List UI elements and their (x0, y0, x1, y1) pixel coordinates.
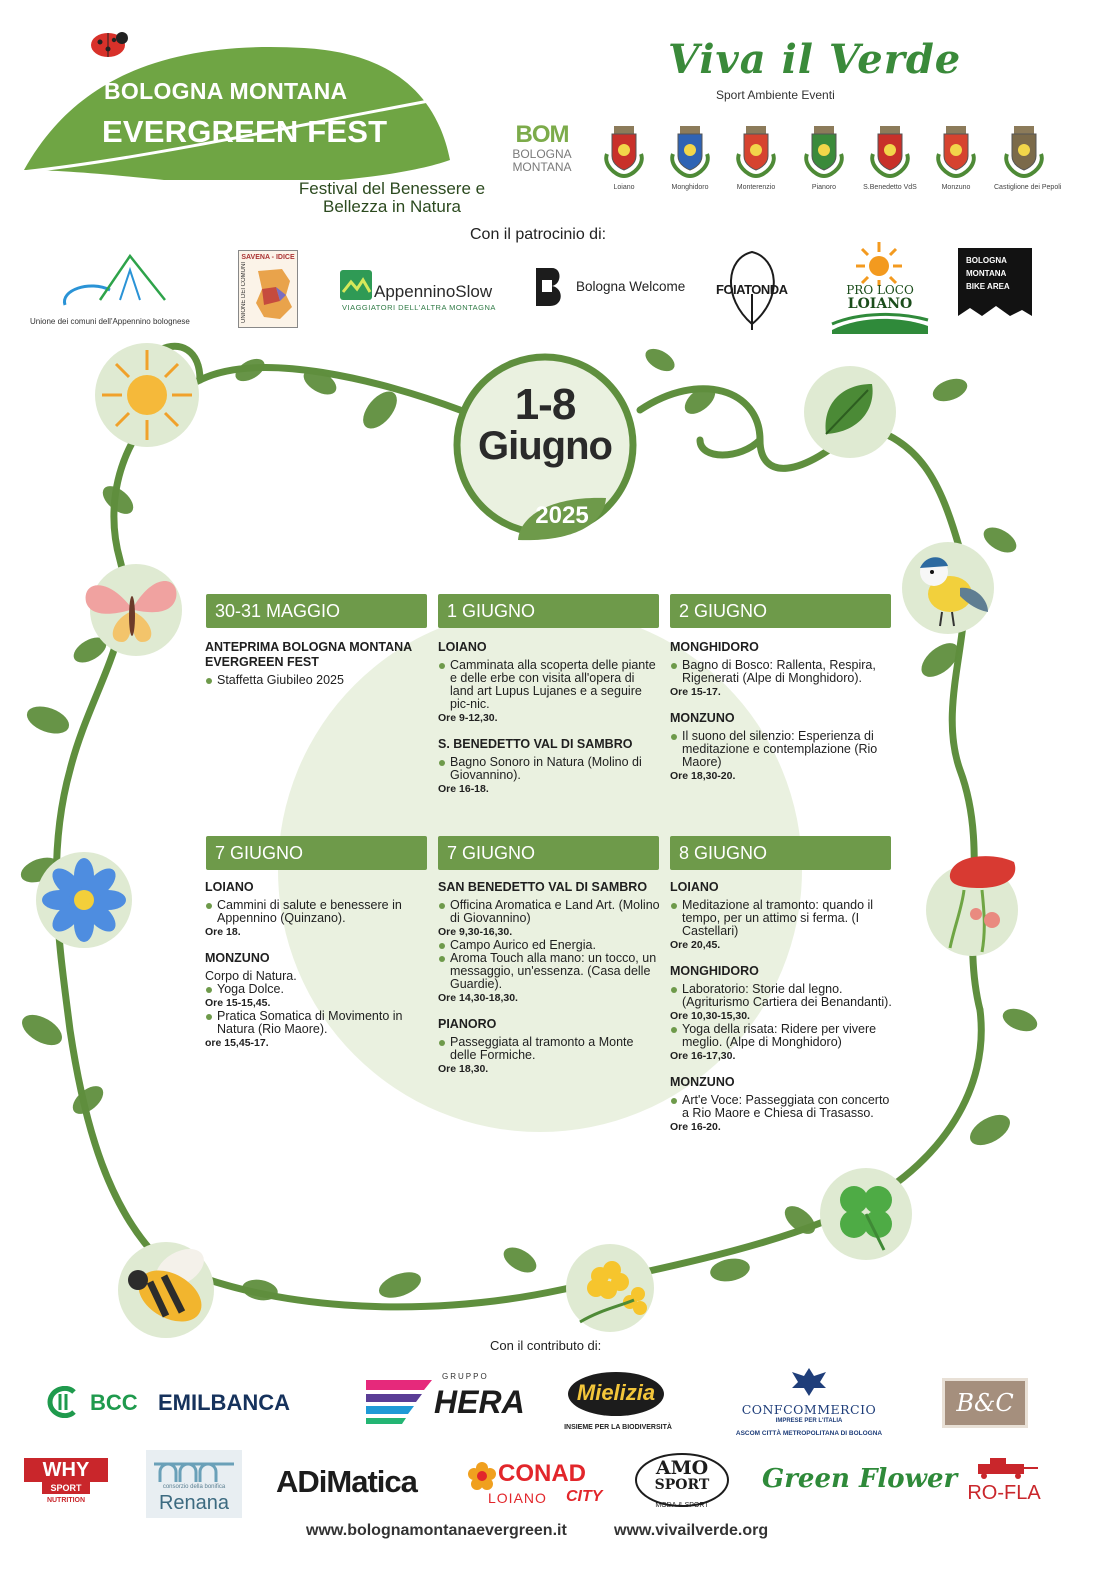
event-item: Art'e Voce: Passeggiata con concerto a Rio Maore e Chiesa di Trasasso. (670, 1094, 892, 1120)
event-item: Bagno di Bosco: Rallenta, Respira, Rigenerati (Alpe di Monghidoro). (670, 659, 892, 685)
mountain-icon (30, 250, 205, 310)
viva-il-verde-logo: Viva il Verde (668, 36, 962, 83)
event-block (670, 1075, 892, 1134)
day-header: 30-31 MAGGIO (206, 594, 427, 628)
ladybug-icon (86, 28, 130, 58)
event-location: MONGHIDORO (670, 964, 759, 978)
amo-sub-text: MODA & SPORT (655, 1502, 709, 1509)
event-location: MONGHIDORO (670, 640, 759, 654)
day-header: 8 GIUGNO (670, 836, 891, 870)
bird-icon (900, 540, 996, 636)
territory-map-icon (252, 267, 294, 321)
day-events (438, 880, 660, 1088)
municipality-crest (726, 124, 786, 191)
savena-idice-logo (238, 250, 298, 328)
crest-label: Monghidoro (671, 184, 709, 191)
municipality-crest (926, 124, 986, 191)
confcommercio-text: CONFCOMMERCIO (741, 1402, 877, 1417)
event-item: Pratica Somatica di Movimento in Natura (Rio Maore). (205, 1010, 427, 1036)
event-time: Ore 20,45. (670, 939, 721, 951)
crest-icon (731, 124, 781, 178)
pro-loco-loiano-logo (830, 240, 930, 336)
crest-icon (665, 124, 715, 178)
mielizia-text: Mielizia (576, 1380, 656, 1405)
day-header: 1 GIUGNO (438, 594, 659, 628)
bike-area-line2: MONTANA (966, 269, 1007, 278)
patronage-label: Con il patrocinio di: (470, 226, 607, 243)
event-time: Ore 10,30-15,30. (670, 1010, 750, 1022)
sun-icon (92, 340, 202, 450)
confcommercio-sub2: ASCOM CITTÀ METROPOLITANA DI BOLOGNA (735, 1430, 883, 1437)
event-block (670, 640, 892, 699)
event-item: Meditazione al tramonto: quando il tempo, per un attimo si ferma. (I Castellari) (670, 899, 892, 938)
event-block (205, 951, 427, 1050)
event-item: Yoga Dolce. (205, 983, 427, 996)
bom-logo-line2: MONTANA (512, 160, 572, 174)
why-sport-logo (24, 1458, 108, 1510)
viva-il-verde-website-link[interactable]: www.vivailverde.org (614, 1522, 769, 1539)
appennino-slow-logo (340, 268, 500, 316)
event-block (670, 711, 892, 783)
conad-logo (468, 1460, 608, 1508)
event-time: Ore 18,30-20. (670, 770, 736, 782)
renana-logo (146, 1450, 242, 1518)
bologna-welcome-logo (532, 266, 702, 310)
appennino-slow-text: AppenninoSlow (374, 282, 493, 301)
confcommercio-logo (728, 1366, 890, 1440)
festival-website-link[interactable]: www.bolognamontanaevergreen.it (306, 1522, 567, 1539)
event-item: Aroma Touch alla mano: un tocco, un messaggio, un'essenza. (Casa delle Guardie). (438, 952, 660, 991)
event-item: Camminata alla scoperta delle piante e delle erbe con visita all'opera di land art Lupus Lujanes e a seguire pic-nic. (438, 659, 660, 711)
bom-logo (504, 122, 580, 174)
why-sport-text: SPORT (42, 1482, 90, 1494)
event-item: Passeggiata al tramonto a Monte delle Formiche. (438, 1036, 660, 1062)
conad-flower-icon (468, 1462, 496, 1490)
event-location: MONZUNO (205, 951, 270, 965)
bike-area-logo (958, 248, 1032, 328)
crest-label: Loiano (613, 184, 635, 191)
crest-icon (999, 124, 1049, 178)
crest-label: Monterenzio (736, 184, 776, 191)
day-events (205, 880, 427, 1062)
event-location: LOIANO (205, 880, 254, 894)
brand-title-line2: EVERGREEN FEST (102, 114, 388, 149)
event-time: Ore 14,30-18,30. (438, 992, 518, 1004)
crest-icon (799, 124, 849, 178)
event-time: Ore 16-18. (438, 783, 489, 795)
municipality-crest (860, 124, 920, 191)
day-events (205, 640, 427, 699)
hera-text: HERA (434, 1384, 525, 1420)
butterfly-icon (76, 556, 186, 660)
event-time: Ore 15-15,45. (205, 997, 271, 1009)
crest-icon (865, 124, 915, 178)
renana-text: Renana (158, 1492, 230, 1514)
event-location: MONZUNO (670, 1075, 735, 1089)
bologna-welcome-text: Bologna Welcome (576, 279, 686, 294)
green-flower-logo: Green Flower (762, 1464, 958, 1494)
conad-text: CONAD (498, 1460, 586, 1487)
event-item: Officina Aromatica e Land Art. (Molino di Giovannino) (438, 899, 660, 925)
day-events (670, 640, 892, 795)
bike-area-line1: BOLOGNA (966, 256, 1007, 265)
ro-fla-logo (964, 1456, 1044, 1510)
municipality-crest (594, 124, 654, 191)
savena-idice-side: UNIONE DEI COMUNI (241, 261, 247, 323)
bc-logo (942, 1378, 1028, 1428)
mielizia-logo (560, 1370, 676, 1436)
event-block (205, 880, 427, 939)
event-location: LOIANO (670, 880, 719, 894)
poppy-icon (924, 848, 1028, 964)
event-time: Ore 18,30. (438, 1063, 489, 1075)
ro-fla-text: RO-FLA (967, 1482, 1041, 1504)
machine-icon (970, 1456, 1040, 1480)
leaf-logo (14, 40, 454, 180)
viva-il-verde-subtitle: Sport Ambiente Eventi (716, 88, 835, 102)
event-year: 2025 (535, 502, 589, 529)
bologna-welcome-icon (532, 266, 566, 308)
event-time: Ore 9-12,30. (438, 712, 498, 724)
day-events (670, 880, 892, 1146)
hera-logo (362, 1372, 525, 1428)
event-time: Ore 16-20. (670, 1121, 721, 1133)
bcc-icon (46, 1386, 82, 1418)
unione-comuni-text: Unione dei comuni dell'Appennino bolognese (30, 317, 190, 326)
event-block (438, 737, 660, 796)
oak-leaf-icon (802, 364, 898, 460)
bc-text: B&C (956, 1389, 1014, 1417)
event-days: 1-8 (514, 380, 576, 429)
crest-label: Castiglione dei Pepoli (994, 184, 1062, 191)
sun-icon (854, 240, 904, 286)
pro-loco-line1: PRO LOCO (846, 283, 914, 297)
day-header: 7 GIUGNO (206, 836, 427, 870)
day-header: 7 GIUGNO (438, 836, 659, 870)
conad-city-text: CITY (566, 1488, 603, 1505)
brand-title-line1: BOLOGNA MONTANA (104, 78, 348, 104)
amo-sport-logo (634, 1452, 730, 1514)
appennino-slow-sub: VIAGGIATORI DELL'ALTRA MONTAGNA (342, 303, 496, 312)
event-title: Corpo di Natura. (205, 969, 297, 983)
event-item: Campo Aurico ed Energia. (438, 939, 660, 952)
appennino-slow-icon (340, 270, 372, 300)
municipality-crest (794, 124, 854, 191)
event-location: LOIANO (438, 640, 487, 654)
event-block (670, 880, 892, 952)
conad-loiano-text: LOIANO (488, 1490, 547, 1506)
event-item: Staffetta Giubileo 2025 (205, 674, 427, 687)
event-time: Ore 9,30-16,30. (438, 926, 513, 938)
crest-icon (599, 124, 649, 178)
eagle-icon (790, 1366, 828, 1398)
municipality-crest (660, 124, 720, 191)
event-item: Cammini di salute e benessere in Appennino (Quinzano). (205, 899, 427, 925)
why-nutrition-text: NUTRITION (46, 1497, 86, 1504)
crest-label: Pianoro (811, 184, 837, 191)
mielizia-sub: INSIEME PER LA BIODIVERSITÀ (564, 1424, 672, 1431)
adimatica-logo: ADiMatica (276, 1464, 417, 1499)
foiatonda-text: FOIATONDA (716, 282, 788, 297)
event-block (438, 880, 660, 1005)
event-time: Ore 16-17,30. (670, 1050, 736, 1062)
foiatonda-logo (716, 248, 786, 332)
bcc-emilbanca-logo (46, 1382, 316, 1422)
event-location: SAN BENEDETTO VAL DI SAMBRO (438, 880, 648, 894)
festival-tagline: Festival del Benessere e Bellezza in Natura (298, 179, 486, 216)
event-location: ANTEPRIMA BOLOGNA MONTANA EVERGREEN FEST (205, 640, 412, 669)
blue-flower-icon (34, 850, 134, 950)
bee-icon (112, 1236, 224, 1340)
savena-idice-text: SAVENA - IDICE (241, 254, 295, 261)
bom-logo-mark: BOM (515, 121, 569, 148)
day-header: 2 GIUGNO (670, 594, 891, 628)
unione-comuni-logo (30, 250, 205, 325)
renana-sub: consorzio della bonifica (162, 1484, 226, 1490)
event-block (670, 964, 892, 1063)
event-time: ore 15,45-17. (205, 1037, 269, 1049)
event-item: Yoga della risata: Ridere per vivere meglio. (Alpe di Monghidoro) (670, 1023, 892, 1049)
event-time: Ore 15-17. (670, 686, 721, 698)
emilbanca-text: EMILBANCA (158, 1390, 290, 1415)
event-item: Il suono del silenzio: Esperienza di meditazione e contemplazione (Rio Maore) (670, 730, 892, 769)
hera-stripes-icon (362, 1376, 436, 1426)
hera-group-text: GRUPPO (442, 1372, 489, 1381)
municipality-crest (994, 124, 1062, 191)
yellow-flower-icon (560, 1240, 660, 1332)
why-text: WHY (24, 1458, 108, 1482)
crest-label: Monzuno (941, 184, 971, 191)
bcc-text: BCC (90, 1390, 138, 1415)
bridge-icon (154, 1454, 234, 1482)
event-month: Giugno (478, 424, 612, 468)
crest-label: S.Benedetto VdS (863, 184, 917, 191)
crest-icon (931, 124, 981, 178)
event-block (438, 640, 660, 725)
sponsors-label: Con il contributo di: (490, 1338, 602, 1353)
day-events (438, 640, 660, 808)
event-item: Bagno Sonoro in Natura (Molino di Giovannino). (438, 756, 660, 782)
pro-loco-line2: LOIANO (847, 296, 913, 312)
event-block (205, 640, 427, 687)
confcommercio-sub1: IMPRESE PER L'ITALIA (775, 1418, 843, 1424)
bike-area-line3: BIKE AREA (966, 282, 1010, 291)
amo-text: AMO (655, 1457, 709, 1479)
bom-logo-line1: BOLOGNA (512, 147, 572, 161)
event-location: S. BENEDETTO VAL DI SAMBRO (438, 737, 633, 751)
event-block (438, 1017, 660, 1076)
amo-sport-text: SPORT (654, 1477, 710, 1493)
mountain-silhouette-icon (958, 304, 1032, 328)
event-item: Laboratorio: Storie dal legno. (Agriturismo Cartiera dei Benandanti). (670, 983, 892, 1009)
clover-icon (818, 1166, 914, 1262)
event-time: Ore 18. (205, 926, 241, 938)
event-location: MONZUNO (670, 711, 735, 725)
event-location: PIANORO (438, 1017, 497, 1031)
